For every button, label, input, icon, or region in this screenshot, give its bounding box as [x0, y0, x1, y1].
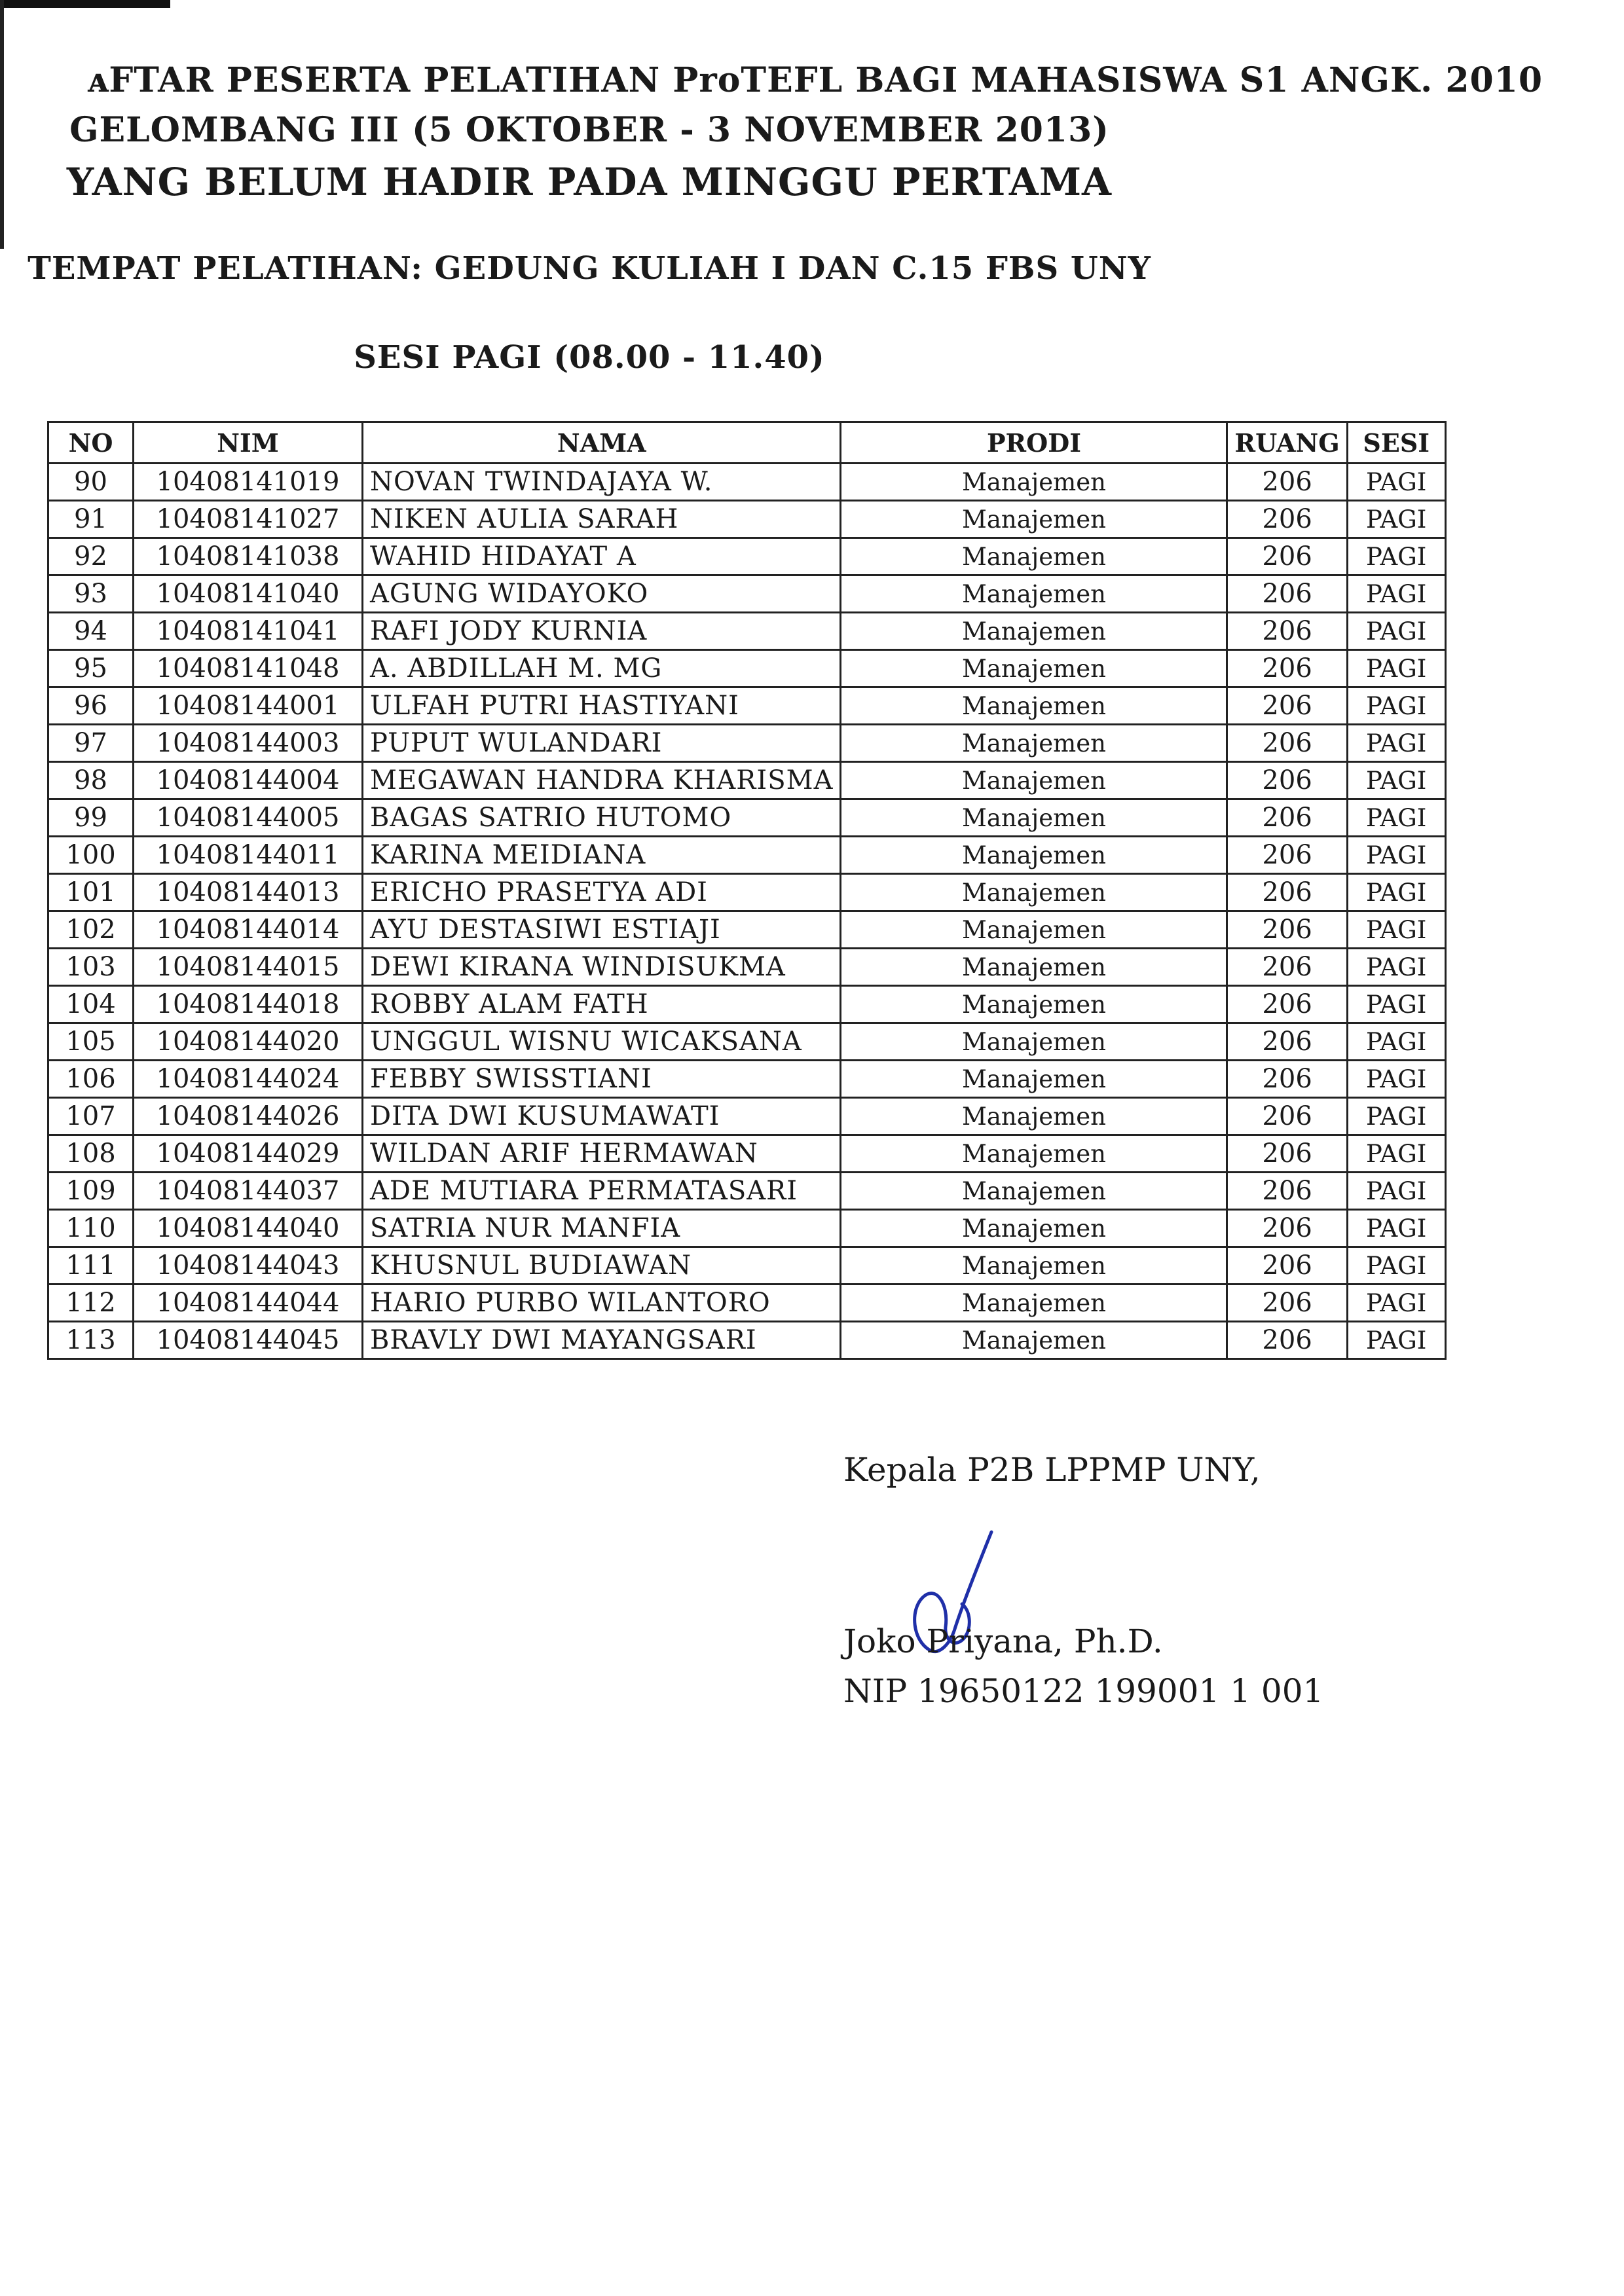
cell-sesi: PAGI	[1347, 1285, 1445, 1322]
cell-ruang: 206	[1227, 986, 1347, 1023]
table-row	[48, 911, 1446, 949]
table-row	[48, 986, 1446, 1023]
cell-ruang: 206	[1227, 725, 1347, 762]
cell-no: 98	[48, 762, 134, 799]
signatory-name: Joko Priyana, Ph.D.	[843, 1622, 1163, 1660]
cell-ruang: 206	[1227, 1135, 1347, 1173]
cell-nama: AGUNG WIDAYOKO	[363, 575, 841, 613]
cell-nim: 10408141027	[134, 501, 363, 538]
cell-prodi: Manajemen	[841, 1098, 1227, 1135]
cell-ruang: 206	[1227, 1285, 1347, 1322]
cell-nama: FEBBY SWISSTIANI	[363, 1061, 841, 1098]
cell-prodi: Manajemen	[841, 1322, 1227, 1359]
cell-nim: 10408144004	[134, 762, 363, 799]
cell-no: 96	[48, 687, 134, 725]
cell-sesi: PAGI	[1347, 1098, 1445, 1135]
table-row	[48, 837, 1446, 874]
venue-line: TEMPAT PELATIHAN: GEDUNG KULIAH I DAN C.15 FBS UNY	[28, 250, 1151, 287]
cell-ruang: 206	[1227, 949, 1347, 986]
cell-no: 113	[48, 1322, 134, 1359]
cell-nama: MEGAWAN HANDRA KHARISMA	[363, 762, 841, 799]
table-row	[48, 1285, 1446, 1322]
cell-ruang: 206	[1227, 1173, 1347, 1210]
cell-prodi: Manajemen	[841, 986, 1227, 1023]
cell-nama: SATRIA NUR MANFIA	[363, 1210, 841, 1247]
cell-nim: 10408141038	[134, 538, 363, 575]
cell-nim: 10408144044	[134, 1285, 363, 1322]
cell-prodi: Manajemen	[841, 501, 1227, 538]
cell-sesi: PAGI	[1347, 874, 1445, 911]
cell-nama: NIKEN AULIA SARAH	[363, 501, 841, 538]
table-header-row	[48, 422, 1446, 464]
cell-no: 108	[48, 1135, 134, 1173]
cell-nim: 10408144013	[134, 874, 363, 911]
scan-corner-mark	[0, 0, 170, 8]
cell-no: 99	[48, 799, 134, 837]
table-row	[48, 1135, 1446, 1173]
cell-sesi: PAGI	[1347, 986, 1445, 1023]
column-header-nim: NIM	[134, 422, 363, 464]
cell-sesi: PAGI	[1347, 687, 1445, 725]
cell-nim: 10408144005	[134, 799, 363, 837]
cell-sesi: PAGI	[1347, 1210, 1445, 1247]
cell-ruang: 206	[1227, 687, 1347, 725]
table-row	[48, 1247, 1446, 1285]
cell-no: 106	[48, 1061, 134, 1098]
cell-nama: BRAVLY DWI MAYANGSARI	[363, 1322, 841, 1359]
cell-no: 102	[48, 911, 134, 949]
cell-sesi: PAGI	[1347, 613, 1445, 650]
cell-no: 97	[48, 725, 134, 762]
cell-prodi: Manajemen	[841, 949, 1227, 986]
cell-nama: DITA DWI KUSUMAWATI	[363, 1098, 841, 1135]
column-header-ruang: RUANG	[1227, 422, 1347, 464]
cell-ruang: 206	[1227, 1210, 1347, 1247]
cell-nama: KARINA MEIDIANA	[363, 837, 841, 874]
cell-nama: WAHID HIDAYAT A	[363, 538, 841, 575]
cell-ruang: 206	[1227, 1061, 1347, 1098]
cell-nama: A. ABDILLAH M. MG	[363, 650, 841, 687]
cell-prodi: Manajemen	[841, 911, 1227, 949]
cell-nim: 10408144018	[134, 986, 363, 1023]
cell-nama: ROBBY ALAM FATH	[363, 986, 841, 1023]
table-row	[48, 1210, 1446, 1247]
cell-nim: 10408144026	[134, 1098, 363, 1135]
cell-prodi: Manajemen	[841, 1061, 1227, 1098]
table-row	[48, 1098, 1446, 1135]
table-row	[48, 799, 1446, 837]
cell-nim: 10408141048	[134, 650, 363, 687]
cell-prodi: Manajemen	[841, 1023, 1227, 1061]
cell-no: 92	[48, 538, 134, 575]
table-row	[48, 650, 1446, 687]
cell-ruang: 206	[1227, 613, 1347, 650]
table-row	[48, 1173, 1446, 1210]
cell-nim: 10408141041	[134, 613, 363, 650]
cell-nama: AYU DESTASIWI ESTIAJI	[363, 911, 841, 949]
table-row	[48, 949, 1446, 986]
cell-sesi: PAGI	[1347, 501, 1445, 538]
column-header-no: NO	[48, 422, 134, 464]
cell-no: 107	[48, 1098, 134, 1135]
cell-nama: ADE MUTIARA PERMATASARI	[363, 1173, 841, 1210]
cell-nim: 10408144014	[134, 911, 363, 949]
cell-nama: NOVAN TWINDAJAYA W.	[363, 464, 841, 501]
title-line-2: GELOMBANG III (5 OKTOBER - 3 NOVEMBER 2013)	[69, 110, 1109, 150]
cell-no: 100	[48, 837, 134, 874]
table-row	[48, 1023, 1446, 1061]
cell-nama: DEWI KIRANA WINDISUKMA	[363, 949, 841, 986]
cell-ruang: 206	[1227, 1247, 1347, 1285]
cell-ruang: 206	[1227, 911, 1347, 949]
cell-sesi: PAGI	[1347, 837, 1445, 874]
cell-sesi: PAGI	[1347, 1247, 1445, 1285]
cell-sesi: PAGI	[1347, 911, 1445, 949]
cell-prodi: Manajemen	[841, 799, 1227, 837]
table-row	[48, 762, 1446, 799]
cell-ruang: 206	[1227, 1023, 1347, 1061]
cell-sesi: PAGI	[1347, 1173, 1445, 1210]
cell-nama: UNGGUL WISNU WICAKSANA	[363, 1023, 841, 1061]
table-row	[48, 538, 1446, 575]
cell-prodi: Manajemen	[841, 1173, 1227, 1210]
cell-nim: 10408144020	[134, 1023, 363, 1061]
cell-sesi: PAGI	[1347, 1061, 1445, 1098]
session-line: SESI PAGI (08.00 - 11.40)	[354, 339, 825, 376]
cell-nama: KHUSNUL BUDIAWAN	[363, 1247, 841, 1285]
cell-prodi: Manajemen	[841, 837, 1227, 874]
cell-prodi: Manajemen	[841, 725, 1227, 762]
cell-no: 109	[48, 1173, 134, 1210]
title-line-1: ᴀFTAR PESERTA PELATIHAN ProTEFL BAGI MAHASISWA S1 ANGK. 2010	[86, 60, 1543, 100]
cell-ruang: 206	[1227, 1098, 1347, 1135]
cell-ruang: 206	[1227, 464, 1347, 501]
cell-prodi: Manajemen	[841, 1135, 1227, 1173]
column-header-nama: NAMA	[363, 422, 841, 464]
table-row	[48, 687, 1446, 725]
table-row	[48, 464, 1446, 501]
cell-ruang: 206	[1227, 837, 1347, 874]
table-row	[48, 1322, 1446, 1359]
cell-prodi: Manajemen	[841, 575, 1227, 613]
cell-ruang: 206	[1227, 1322, 1347, 1359]
cell-prodi: Manajemen	[841, 650, 1227, 687]
cell-sesi: PAGI	[1347, 949, 1445, 986]
cell-nama: BAGAS SATRIO HUTOMO	[363, 799, 841, 837]
cell-ruang: 206	[1227, 538, 1347, 575]
table-row	[48, 575, 1446, 613]
cell-nama: ERICHO PRASETYA ADI	[363, 874, 841, 911]
cell-nama: ULFAH PUTRI HASTIYANI	[363, 687, 841, 725]
cell-nim: 10408144040	[134, 1210, 363, 1247]
cell-no: 104	[48, 986, 134, 1023]
column-header-prodi: PRODI	[841, 422, 1227, 464]
cell-no: 101	[48, 874, 134, 911]
cell-sesi: PAGI	[1347, 725, 1445, 762]
cell-no: 103	[48, 949, 134, 986]
cell-no: 94	[48, 613, 134, 650]
cell-nama: PUPUT WULANDARI	[363, 725, 841, 762]
cell-sesi: PAGI	[1347, 538, 1445, 575]
cell-no: 111	[48, 1247, 134, 1285]
cell-nim: 10408144045	[134, 1322, 363, 1359]
cell-sesi: PAGI	[1347, 575, 1445, 613]
cell-nim: 10408144015	[134, 949, 363, 986]
table-row	[48, 725, 1446, 762]
cell-prodi: Manajemen	[841, 1210, 1227, 1247]
participants-table	[47, 421, 1447, 1360]
table-row	[48, 501, 1446, 538]
cell-no: 90	[48, 464, 134, 501]
cell-ruang: 206	[1227, 575, 1347, 613]
cell-prodi: Manajemen	[841, 1285, 1227, 1322]
cell-sesi: PAGI	[1347, 1135, 1445, 1173]
cell-sesi: PAGI	[1347, 1023, 1445, 1061]
cell-nim: 10408141019	[134, 464, 363, 501]
cell-no: 105	[48, 1023, 134, 1061]
cell-nim: 10408144037	[134, 1173, 363, 1210]
signatory-title: Kepala P2B LPPMP UNY,	[843, 1451, 1261, 1489]
column-header-sesi: SESI	[1347, 422, 1445, 464]
cell-nama: HARIO PURBO WILANTORO	[363, 1285, 841, 1322]
cell-sesi: PAGI	[1347, 762, 1445, 799]
cell-prodi: Manajemen	[841, 687, 1227, 725]
table-row	[48, 874, 1446, 911]
cell-nim: 10408144043	[134, 1247, 363, 1285]
cell-sesi: PAGI	[1347, 464, 1445, 501]
cell-no: 91	[48, 501, 134, 538]
title-line-3: YANG BELUM HADIR PADA MINGGU PERTAMA	[66, 160, 1113, 204]
cell-ruang: 206	[1227, 874, 1347, 911]
cell-prodi: Manajemen	[841, 1247, 1227, 1285]
cell-sesi: PAGI	[1347, 650, 1445, 687]
cell-sesi: PAGI	[1347, 1322, 1445, 1359]
cell-prodi: Manajemen	[841, 464, 1227, 501]
cell-nim: 10408144024	[134, 1061, 363, 1098]
table-row	[48, 613, 1446, 650]
cell-no: 112	[48, 1285, 134, 1322]
cell-sesi: PAGI	[1347, 799, 1445, 837]
cell-prodi: Manajemen	[841, 874, 1227, 911]
cell-nama: WILDAN ARIF HERMAWAN	[363, 1135, 841, 1173]
cell-ruang: 206	[1227, 650, 1347, 687]
cell-ruang: 206	[1227, 799, 1347, 837]
cell-ruang: 206	[1227, 501, 1347, 538]
table-row	[48, 1061, 1446, 1098]
cell-nama: RAFI JODY KURNIA	[363, 613, 841, 650]
cell-nim: 10408144029	[134, 1135, 363, 1173]
cell-prodi: Manajemen	[841, 538, 1227, 575]
cell-no: 95	[48, 650, 134, 687]
cell-nim: 10408144001	[134, 687, 363, 725]
cell-no: 93	[48, 575, 134, 613]
cell-prodi: Manajemen	[841, 762, 1227, 799]
cell-nim: 10408144003	[134, 725, 363, 762]
cell-nim: 10408141040	[134, 575, 363, 613]
table-body	[48, 464, 1446, 1359]
signatory-nip: NIP 19650122 199001 1 001	[843, 1672, 1324, 1710]
cell-ruang: 206	[1227, 762, 1347, 799]
cell-no: 110	[48, 1210, 134, 1247]
cell-nim: 10408144011	[134, 837, 363, 874]
cell-prodi: Manajemen	[841, 613, 1227, 650]
